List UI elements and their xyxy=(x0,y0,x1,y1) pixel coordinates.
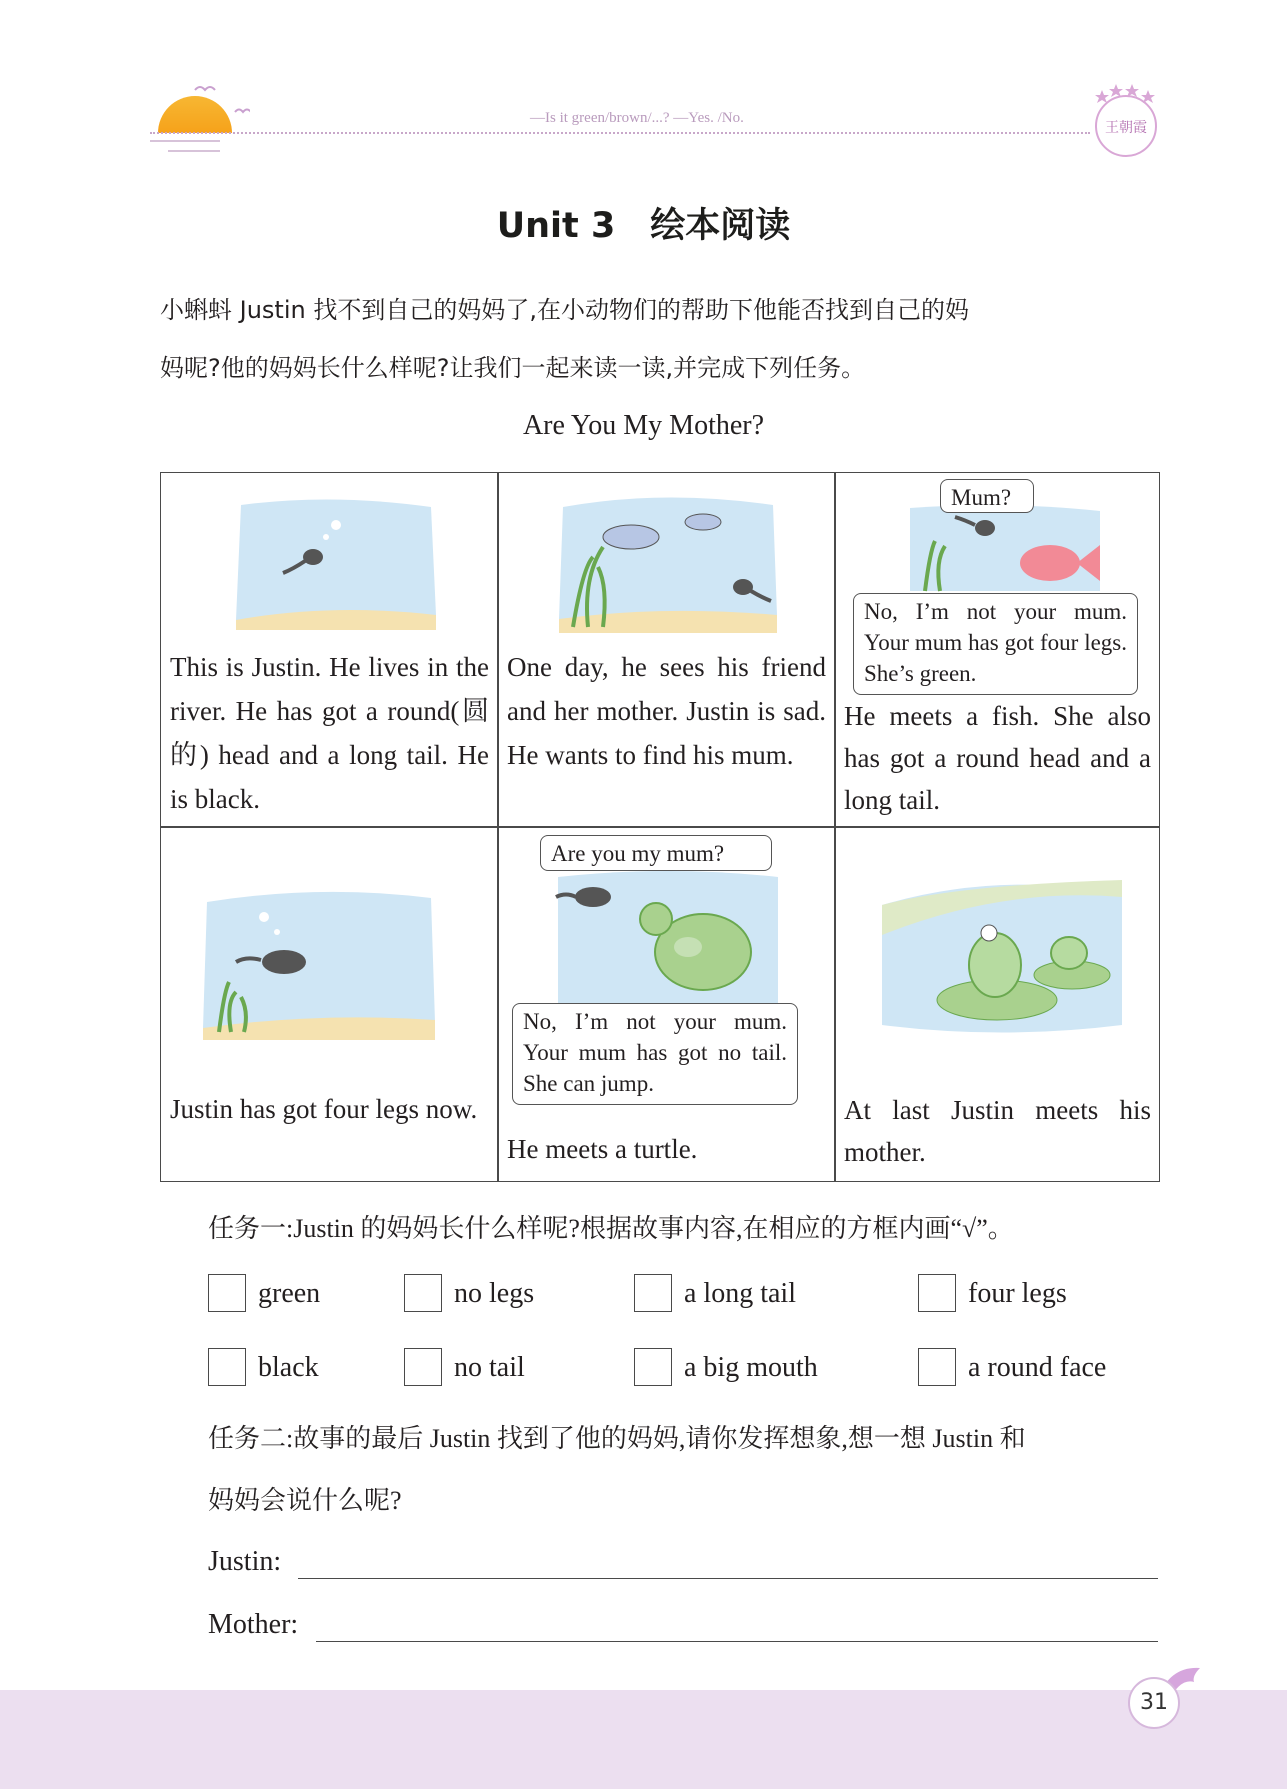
panel-4-text: Justin has got four legs now. xyxy=(170,1094,478,1124)
checkbox-no-tail[interactable] xyxy=(404,1348,442,1386)
tadpole-in-river-illustration xyxy=(231,495,441,635)
story-panel-5 xyxy=(498,827,835,1181)
turtle-speech-bubble: No, I’m not your mum. Your mum has got no tail. She can jump. xyxy=(512,1003,798,1105)
story-panel-1 xyxy=(161,473,498,827)
sun-reflection-line xyxy=(150,140,220,142)
option-label: no tail xyxy=(454,1352,525,1383)
tadpole-with-legs-illustration xyxy=(199,882,439,1042)
justin-label: Justin: xyxy=(208,1546,282,1577)
header-dotted-line xyxy=(150,132,1090,134)
panel-1-text: This is Justin. He lives in the river. He has got a round(圆的) head and a long tail. He is black. xyxy=(170,652,489,814)
option-label: green xyxy=(258,1278,321,1309)
panel-6-text: At last Justin meets his mother. xyxy=(844,1095,1151,1167)
story-title: Are You My Mother? xyxy=(522,410,765,441)
option-label: a long tail xyxy=(684,1278,796,1309)
grid-divider xyxy=(161,827,1159,828)
intro-line-2: 妈呢?他的妈妈长什么样呢?让我们一起来读一读,并完成下列任务。 xyxy=(160,354,866,382)
badge-text: 王朝霞 xyxy=(1105,120,1147,136)
story-panel-4 xyxy=(161,827,498,1181)
task-1-instruction: 任务一:Justin 的妈妈长什么样呢?根据故事内容,在相应的方框内画“√”。 xyxy=(208,1214,1014,1243)
checkbox-no-legs[interactable] xyxy=(404,1274,442,1312)
checkbox-a-big-mouth[interactable] xyxy=(634,1348,672,1386)
checkbox-green[interactable] xyxy=(208,1274,246,1312)
footer-band xyxy=(0,1690,1287,1789)
panel-2-text: One day, he sees his friend and her mother. Justin is sad. He wants to find his mum. xyxy=(507,652,826,770)
story-panel-2 xyxy=(498,473,835,827)
bird-icon xyxy=(190,82,250,122)
tadpole-speech-bubble: Are you my mum? xyxy=(540,835,772,871)
fish-speech-bubble-mum: Mum? xyxy=(940,479,1034,513)
story-panel-6 xyxy=(835,827,1159,1181)
turtle-and-tadpole-illustration xyxy=(548,867,788,1017)
story-panel-3 xyxy=(835,473,1159,827)
story-grid xyxy=(160,472,1160,1182)
checkbox-a-long-tail[interactable] xyxy=(634,1274,672,1312)
option-label: a big mouth xyxy=(684,1352,818,1383)
mother-label: Mother: xyxy=(208,1609,299,1640)
intro-line-1: 小蝌蚪 Justin 找不到自己的妈妈了,在小动物们的帮助下他能否找到自己的妈 xyxy=(160,296,969,324)
sun-reflection-line xyxy=(168,150,220,152)
page-number: 31 xyxy=(1128,1677,1180,1729)
mother-answer-line[interactable] xyxy=(316,1641,1158,1642)
fish-and-tadpole-illustration xyxy=(905,503,1105,593)
task-2-instruction-line-1: 任务二:故事的最后 Justin 找到了他的妈妈,请你发挥想象,想一想 Justin 和 xyxy=(208,1424,1026,1453)
panel-3-text: He meets a fish. She also has got a round head and a long tail. xyxy=(844,701,1151,815)
option-label: black xyxy=(258,1352,319,1383)
shrimp-and-tadpole-illustration xyxy=(553,487,783,637)
option-label: no legs xyxy=(454,1278,535,1309)
option-label: four legs xyxy=(968,1278,1067,1309)
option-label: a round face xyxy=(968,1352,1107,1383)
fish-speech-bubble-reply: No, I’m not your mum. Your mum has got four legs. She’s green. xyxy=(853,593,1138,695)
checkbox-a-round-face[interactable] xyxy=(918,1348,956,1386)
page-title: Unit 3 绘本阅读 xyxy=(496,206,791,246)
justin-answer-line[interactable] xyxy=(298,1578,1158,1579)
header-subtitle: —Is it green/brown/...? —Yes. /No. xyxy=(530,110,744,126)
task-2-instruction-line-2: 妈妈会说什么呢? xyxy=(208,1486,402,1515)
frog-mother-illustration xyxy=(877,875,1127,1045)
panel-5-text: He meets a turtle. xyxy=(507,1134,698,1164)
publisher-badge xyxy=(1088,80,1164,162)
checkbox-four-legs[interactable] xyxy=(918,1274,956,1312)
checkbox-black[interactable] xyxy=(208,1348,246,1386)
